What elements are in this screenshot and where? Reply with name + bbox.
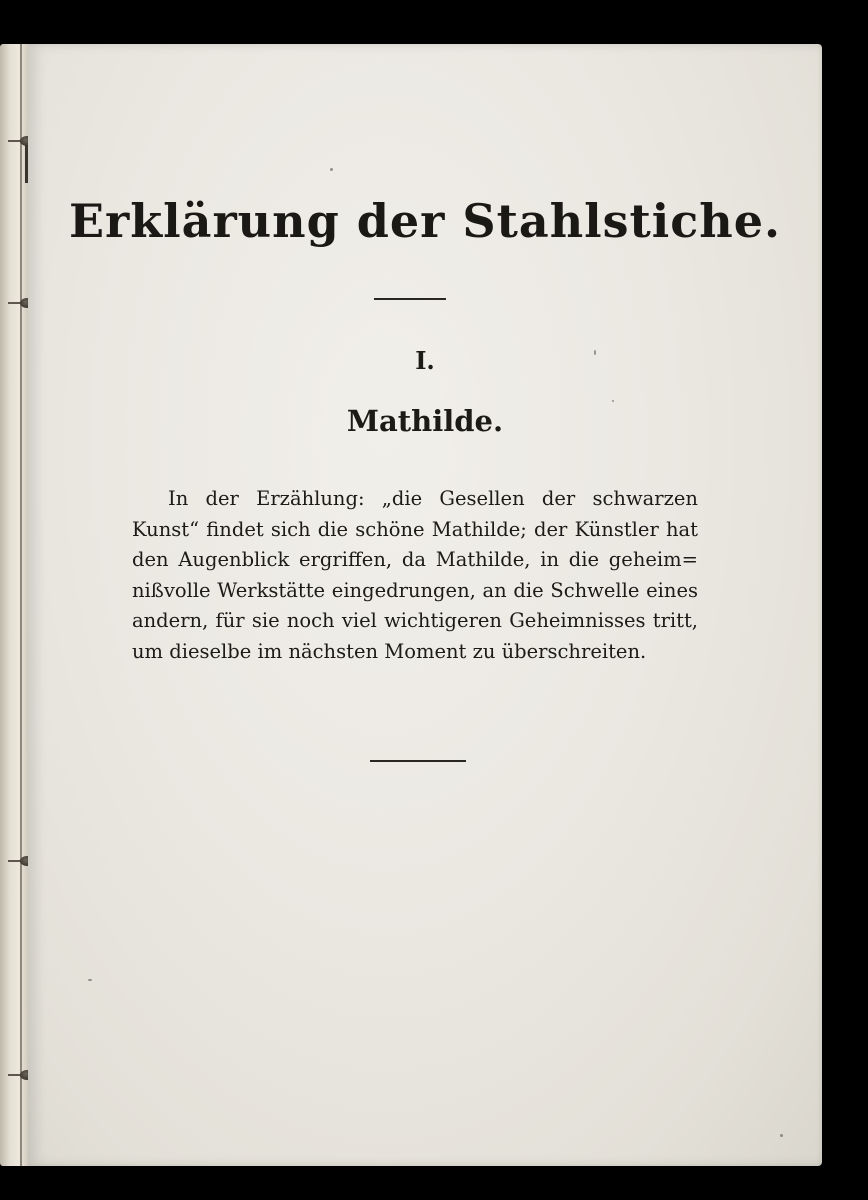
paper-speck	[612, 400, 614, 402]
section-title: Mathilde.	[346, 404, 504, 438]
paper-speck	[594, 350, 596, 355]
section-numeral: I.	[415, 346, 435, 375]
paper-speck	[780, 1134, 783, 1137]
body-paragraph	[132, 484, 698, 667]
page-title: Erklärung der Stahlstiche.	[69, 194, 781, 248]
body-line: andern, für sie noch viel wichtigeren Geheimnisses tritt,	[132, 609, 698, 632]
paper-speck	[88, 979, 92, 981]
book-page	[28, 44, 822, 1166]
closing-divider	[370, 760, 466, 762]
spine-fold-line	[20, 44, 22, 1166]
body-line: den Augenblick ergriffen, da Mathilde, in die geheim=	[132, 548, 698, 571]
body-line: um dieselbe im nächsten Moment zu überschreiten.	[132, 639, 647, 663]
title-divider	[374, 298, 446, 300]
body-line: In der Erzählung: „die Gesellen der schwarzen	[168, 487, 698, 510]
body-line: Kunst“ findet sich die schöne Mathilde; der Künstler hat	[132, 517, 698, 541]
body-line: nißvolle Werkstätte eingedrungen, an die Schwelle eines	[132, 578, 698, 602]
paper-speck	[330, 168, 333, 171]
